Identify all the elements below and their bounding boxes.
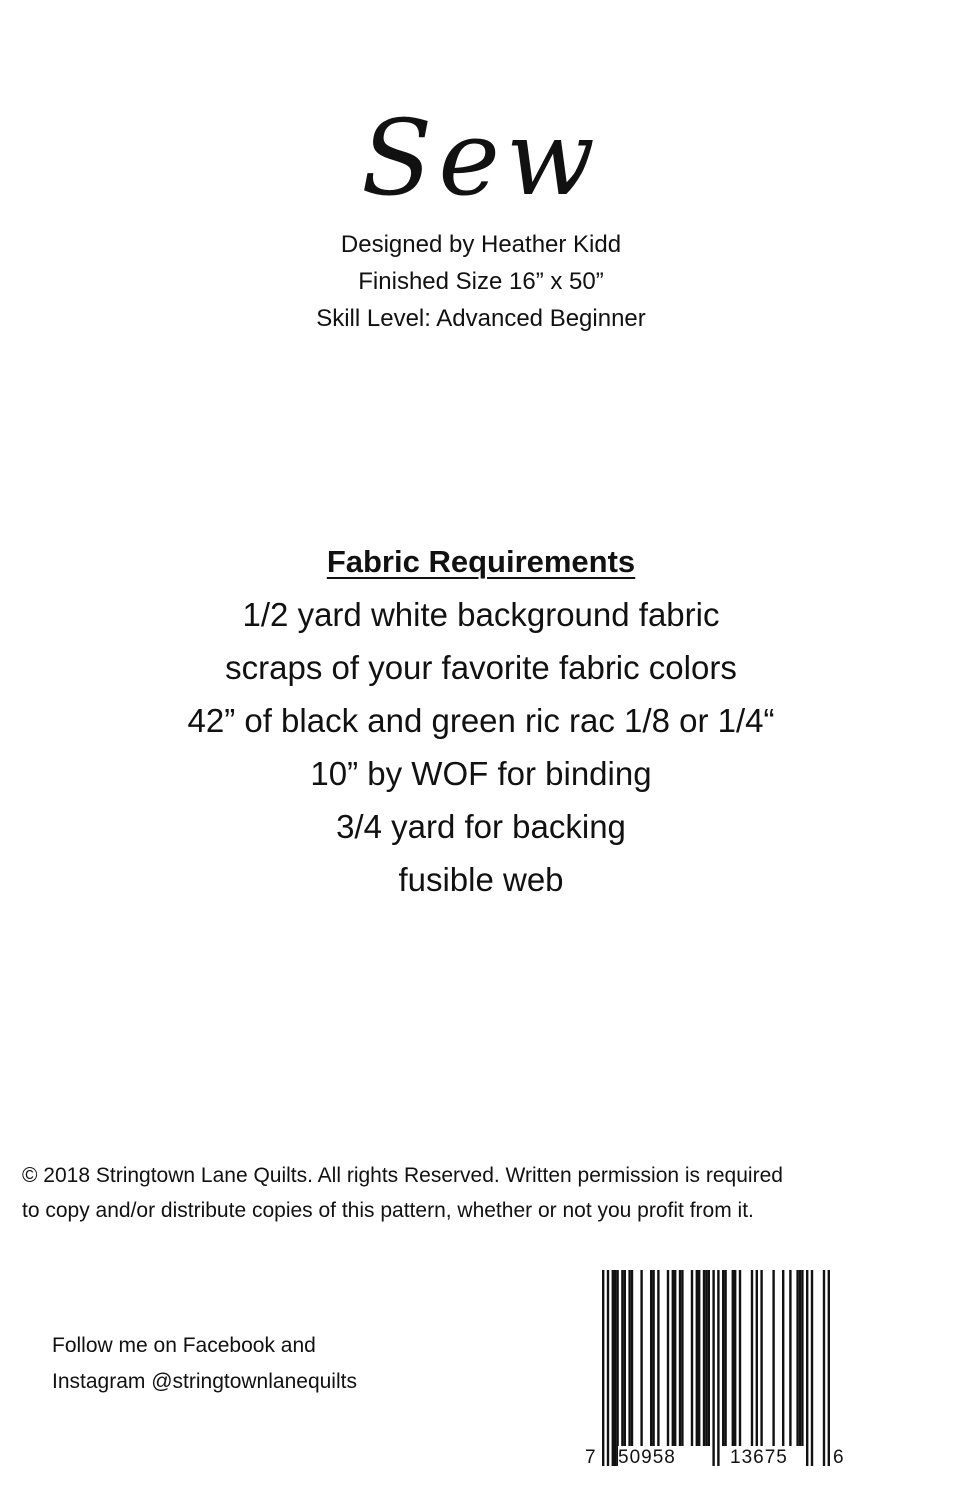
upc-barcode [580, 1270, 850, 1480]
barcode-bars [580, 1270, 850, 1470]
barcode-bar [681, 1270, 683, 1446]
copyright-notice [22, 1158, 952, 1228]
barcode-bar [679, 1270, 681, 1446]
barcode-bar [691, 1270, 693, 1446]
fabric-requirements-list [0, 588, 962, 906]
copyright-line-1: © 2018 Stringtown Lane Quilts. All rights Reserved. Written permission is required [22, 1164, 783, 1187]
barcode-right-digits: 13675 [730, 1447, 788, 1468]
fabric-requirements-heading: Fabric Requirements [326, 544, 636, 579]
barcode-bar [712, 1270, 714, 1466]
barcode-bar [828, 1270, 830, 1466]
fabric-item: 10” by WOF for binding [310, 755, 652, 792]
barcode-bar [789, 1270, 791, 1446]
barcode-bar [799, 1270, 801, 1446]
barcode-bar [732, 1270, 734, 1446]
fabric-item: 1/2 yard white background fabric [242, 596, 720, 633]
barcode-bar [724, 1270, 726, 1446]
barcode-bar [667, 1270, 669, 1446]
copyright-line-2: to copy and/or distribute copies of this pattern, whether or not you profit from it. [22, 1199, 754, 1222]
barcode-bar [602, 1270, 604, 1466]
barcode-bar [801, 1270, 803, 1446]
barcode-bar [607, 1270, 609, 1466]
fabric-item: fusible web [398, 861, 564, 898]
barcode-bar [751, 1270, 753, 1446]
barcode-bar [640, 1270, 642, 1446]
barcode-bar [756, 1270, 758, 1446]
barcode-bar [614, 1270, 616, 1466]
barcode-bar [616, 1270, 618, 1466]
barcode-bar [717, 1270, 719, 1466]
barcode-bar [631, 1270, 633, 1446]
barcode-bar [672, 1270, 674, 1446]
pattern-title: Sew [361, 97, 601, 219]
barcode-bar [811, 1270, 813, 1466]
barcode-bar [674, 1270, 676, 1446]
barcode-bar [705, 1270, 707, 1446]
barcode-last-digit: 6 [833, 1447, 844, 1468]
follow-line-1: Follow me on Facebook and [52, 1334, 316, 1357]
barcode-first-digit: 7 [585, 1447, 596, 1468]
barcode-bar [703, 1270, 705, 1446]
designer-line: Designed by Heather Kidd [340, 231, 622, 258]
barcode-bar [734, 1270, 736, 1446]
fabric-item: 42” of black and green ric rac 1/8 or 1/4“ [187, 702, 775, 739]
barcode-bar [696, 1270, 698, 1446]
barcode-bar [806, 1270, 808, 1466]
barcode-left-digits: 50958 [618, 1447, 676, 1468]
social-follow [52, 1328, 492, 1400]
barcode-bar [621, 1270, 623, 1466]
fabric-item: 3/4 yard for backing [336, 808, 626, 845]
barcode-bar [612, 1270, 614, 1466]
barcode-bar [796, 1270, 798, 1446]
follow-line-2: Instagram @stringtownlanequilts [52, 1370, 357, 1393]
barcode-bar [698, 1270, 700, 1446]
fabric-item: scraps of your favorite fabric colors [225, 649, 737, 686]
barcode-bar [760, 1270, 762, 1446]
pattern-info [0, 226, 962, 337]
barcode-bar [628, 1270, 630, 1446]
barcode-bar [708, 1270, 710, 1446]
finished-size-line: Finished Size 16” x 50” [358, 268, 604, 295]
barcode-bar [823, 1270, 825, 1466]
barcode-bar [650, 1270, 652, 1446]
barcode-bar [772, 1270, 774, 1446]
skill-level-line: Skill Level: Advanced Beginner [316, 305, 646, 332]
barcode-bar [722, 1270, 724, 1446]
barcode-bar [739, 1270, 741, 1446]
barcode-bar [624, 1270, 626, 1466]
barcode-bar [657, 1270, 659, 1446]
barcode-bar [782, 1270, 784, 1446]
barcode-bar [652, 1270, 654, 1446]
